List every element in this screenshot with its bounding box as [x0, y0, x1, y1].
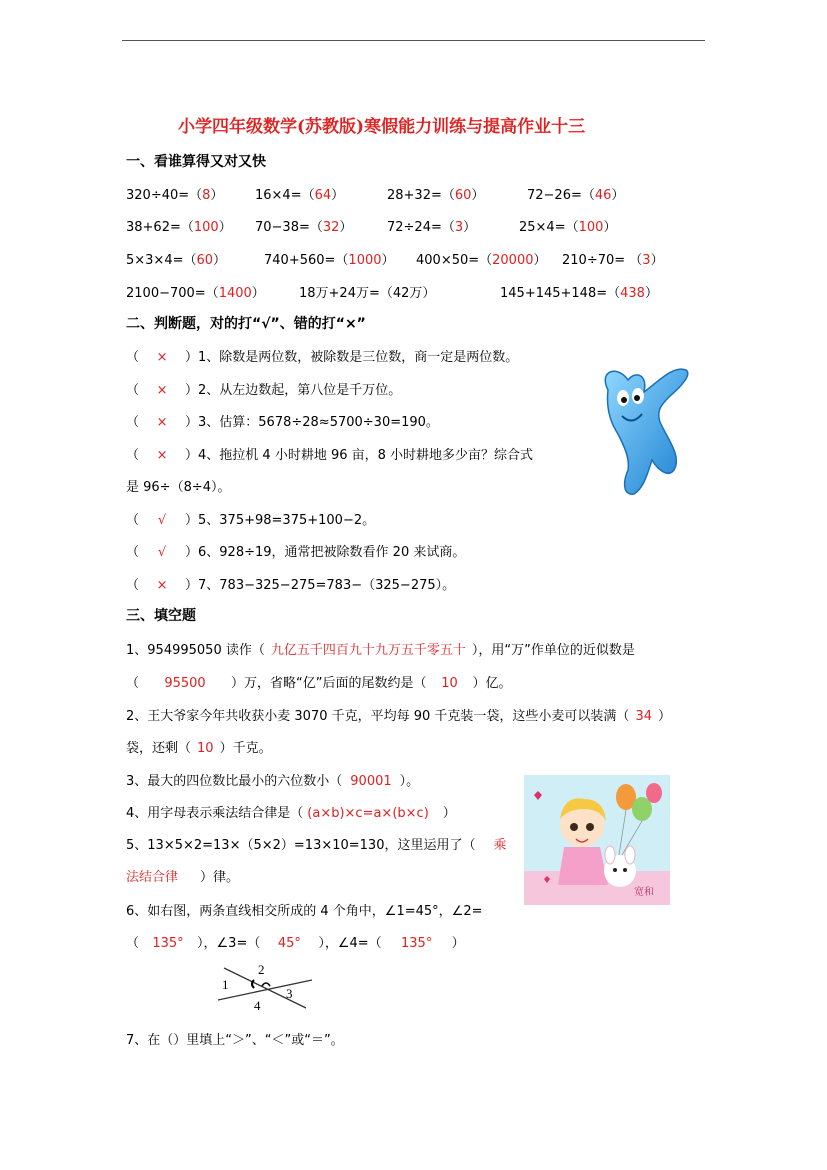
judgment-text: ）7、783−325−275=783−（325−275）。: [185, 578, 456, 593]
judgment-item: [126, 444, 533, 463]
calc-question: 72÷24=（: [387, 220, 455, 235]
header-rule: [122, 40, 705, 41]
open-paren: （: [126, 448, 140, 463]
calc-question: 16×4=（: [255, 188, 315, 203]
calc-close-paren: ）: [210, 188, 224, 203]
angle-label-4: 4: [254, 998, 261, 1013]
q6-text-b: （: [126, 936, 140, 951]
mascot-image: [578, 360, 698, 500]
judgment-mark: ×: [156, 350, 168, 365]
section-2-heading: 二、判断题，对的打“√”、错的打“×”: [126, 316, 366, 332]
calc-close-paren: ）: [644, 286, 658, 301]
calc-close-paren: ）: [218, 220, 232, 235]
q1-text-d: ）万，省略“亿”后面的尾数约是（: [231, 676, 427, 691]
fill-q6-line2: [126, 932, 465, 951]
section-3-heading: 三、填空题: [126, 608, 196, 624]
q2-text-a: 2、王大爷家今年共收获小麦 3070 千克，平均每 90 千克装一袋，这些小麦可以装满（: [126, 709, 630, 724]
q4-answer: (a×b)×c=a×(b×c): [307, 806, 429, 821]
judgment-item: [126, 541, 465, 560]
calc-question: 320÷40=（: [126, 188, 203, 203]
calc-item: [519, 216, 616, 235]
fill-q7: 7、在（）里填上“＞”、“＜”或“＝”。: [126, 1033, 344, 1048]
q5-text-b: ）律。: [200, 870, 240, 885]
calc-question: 2100−700=（: [126, 286, 219, 301]
calc-item: [126, 216, 232, 235]
q1-text-b: ），用“万”作单位的近似数是: [471, 643, 635, 658]
angle-label-3: 3: [286, 986, 293, 1001]
judgment-item: [126, 379, 401, 398]
calc-item: [387, 184, 484, 203]
fill-q1-line2: [126, 672, 512, 691]
calc-answer: 60: [454, 188, 472, 203]
fill-q3: [126, 770, 419, 789]
judgment-mark: ×: [156, 383, 168, 398]
q4-text-a: 4、用字母表示乘法结合律是（: [126, 806, 304, 821]
intersecting-lines-figure: [210, 958, 320, 1016]
calc-item: [126, 282, 265, 301]
q1-answer-words: 九亿五千四百九十九万五千零五十: [270, 643, 466, 658]
open-paren: （: [126, 415, 140, 430]
calc-item: [299, 282, 435, 301]
calc-answer: 100: [193, 220, 219, 235]
calc-item: [562, 249, 664, 268]
judgment-text: ）4、拖拉机 4 小时耕地 96 亩，8 小时耕地多少亩？综合式: [185, 448, 534, 463]
fill-q5-line1: [126, 834, 507, 853]
q6-text-a: 6、如右图，两条直线相交所成的 4 个角中，∠1=45°，∠2=: [126, 904, 483, 919]
calc-answer: 100: [578, 220, 604, 235]
judgment-mark: ×: [156, 578, 168, 593]
q4-text-b: ）: [442, 806, 456, 821]
open-paren: （: [126, 578, 140, 593]
calc-question: 5×3×4=（: [126, 253, 197, 268]
q3-answer: 90001: [350, 774, 392, 789]
calc-close-paren: ）: [331, 188, 345, 203]
judgment-item: [126, 346, 518, 365]
calc-close-paren: ）: [611, 188, 625, 203]
calc-answer: 60: [196, 253, 214, 268]
calc-item: [264, 249, 395, 268]
calc-close-paren: ）: [533, 253, 547, 268]
calc-item: [255, 184, 344, 203]
fill-q2-line1: [126, 705, 671, 724]
q1-text-c: （: [126, 676, 140, 691]
judgment-text: ）5、375+98=375+100−2。: [185, 513, 376, 528]
angle-label-1: 1: [222, 977, 229, 992]
q6-text-d: ），∠4=（: [318, 936, 382, 951]
calc-close-paren: ）: [463, 220, 477, 235]
judgment-item-4-continuation: 是 96÷（8÷4）。: [126, 480, 231, 495]
calc-item: [126, 249, 226, 268]
judgment-item: [126, 411, 439, 430]
calc-question: 25×4=（: [519, 220, 579, 235]
q2-answer-bags: 34: [635, 709, 652, 724]
calc-item: [387, 216, 476, 235]
q6-answer-angle2: 135°: [152, 936, 184, 951]
q2-text-d: ）千克。: [219, 741, 272, 756]
calc-question: 210÷70= （: [562, 253, 643, 268]
calc-close-paren: ）: [339, 220, 353, 235]
calc-answer: 1000: [348, 253, 382, 268]
q1-text-a: 1、954995050 读作（: [126, 643, 265, 658]
calc-question: 70−38=（: [255, 220, 323, 235]
calc-answer: 3: [642, 253, 651, 268]
q1-answer-yi: 10: [441, 676, 458, 691]
judgment-text: ）2、从左边数起，第八位是千万位。: [185, 383, 402, 398]
calc-answer: 8: [202, 188, 211, 203]
q2-text-b: ）: [657, 709, 671, 724]
q3-text-a: 3、最大的四位数比最小的六位数小（: [126, 774, 343, 789]
q1-answer-approx: 95500: [164, 676, 206, 691]
q2-answer-left: 10: [197, 741, 214, 756]
page-title: 小学四年级数学(苏教版)寒假能力训练与提高作业十三: [178, 117, 586, 137]
q6-answer-angle3: 45°: [277, 936, 301, 951]
q5-answer-b: 法结合律: [126, 870, 179, 885]
calc-question: 38+62=（: [126, 220, 194, 235]
q3-text-b: ）。: [399, 774, 420, 789]
calc-close-paren: ）: [650, 253, 664, 268]
q5-answer-a: 乘: [493, 838, 507, 853]
q5-text-a: 5、13×5×2=13×（5×2）=13×10=130，这里运用了（: [126, 838, 476, 853]
calc-item: [527, 184, 624, 203]
calc-question: 72−26=（: [527, 188, 595, 203]
open-paren: （: [126, 350, 140, 365]
q6-text-c: ），∠3=（: [197, 936, 261, 951]
open-paren: （: [126, 383, 140, 398]
calc-answer: 3: [454, 220, 464, 235]
calc-close-paren: ）: [251, 286, 265, 301]
q2-text-c: 袋，还剩（: [126, 741, 192, 756]
calc-answer: 46: [594, 188, 612, 203]
calc-answer: 32: [322, 220, 340, 235]
fill-q2-line2: [126, 737, 272, 756]
fill-q6-line1: [126, 900, 483, 919]
judgment-mark: ×: [156, 415, 168, 430]
cartoon-girl-image: [524, 775, 670, 905]
calc-close-paren: ）: [213, 253, 227, 268]
judgment-text: ）6、928÷19，通常把被除数看作 20 来试商。: [185, 545, 466, 560]
calc-question: 18万+24万=（42万）: [299, 286, 436, 301]
judgment-item: [126, 509, 375, 528]
fill-q5-line2: [126, 866, 239, 885]
calc-question: 740+560=（: [264, 253, 349, 268]
calc-question: 28+32=（: [387, 188, 455, 203]
calc-item: [416, 249, 547, 268]
calc-item: [500, 282, 658, 301]
open-paren: （: [126, 545, 140, 560]
judgment-text: ）3、估算：5678÷28≈5700÷30=190。: [185, 415, 439, 430]
judgment-mark: ×: [156, 448, 168, 463]
judgment-item: [126, 574, 455, 593]
calc-close-paren: ）: [381, 253, 395, 268]
sticker-text: 宽和: [634, 887, 654, 898]
section-1-heading: 一、看谁算得又对又快: [126, 154, 266, 170]
calc-item: [126, 184, 223, 203]
open-paren: （: [126, 513, 140, 528]
q6-text-e: ）: [451, 936, 465, 951]
calc-answer: 64: [314, 188, 332, 203]
judgment-mark: √: [157, 513, 167, 528]
judgment-text: ）1、除数是两位数，被除数是三位数，商一定是两位数。: [185, 350, 519, 365]
calc-close-paren: ）: [603, 220, 617, 235]
angle-label-2: 2: [258, 962, 265, 977]
calc-item: [255, 216, 352, 235]
calc-question: 400×50=（: [416, 253, 493, 268]
calc-answer: 1400: [218, 286, 252, 301]
calc-answer: 438: [620, 286, 645, 301]
calc-answer: 20000: [492, 253, 534, 268]
fill-q4: [126, 802, 456, 821]
calc-close-paren: ）: [471, 188, 485, 203]
calc-question: 145+145+148=（: [500, 286, 621, 301]
q6-answer-angle4: 135°: [401, 936, 433, 951]
judgment-mark: √: [157, 545, 167, 560]
fill-q1-line1: [126, 639, 635, 658]
q1-text-e: ）亿。: [472, 676, 512, 691]
